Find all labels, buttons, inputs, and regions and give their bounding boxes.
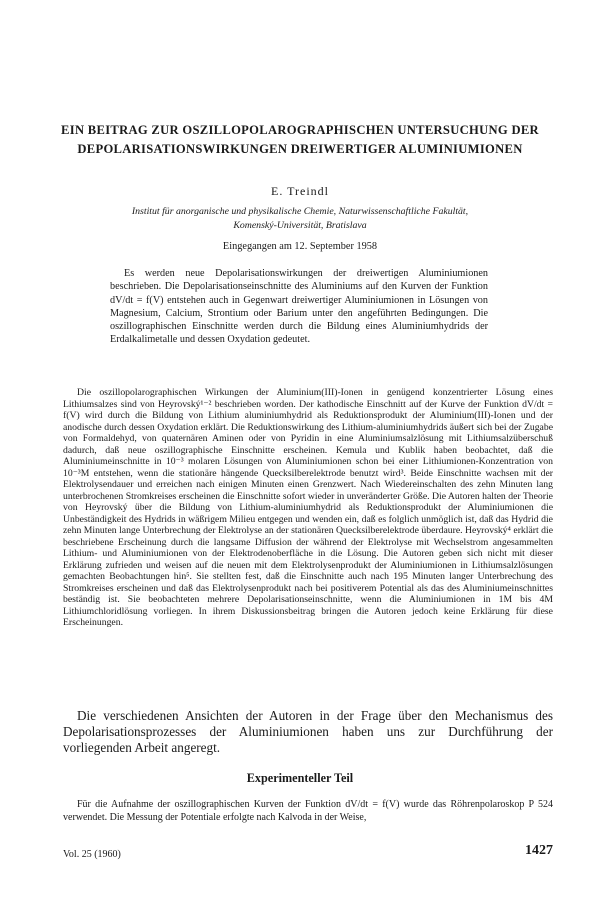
body-paragraph-3-text: Für die Aufnahme der oszillographischen Kurven der Funktion dV/dt = f(V) wurde das Röhrenpolaroskop P 524 verwendet. Die Messung der Potentiale erfolgte nach Kalvoda in der Weise,	[63, 799, 553, 823]
body-paragraph-3	[63, 798, 553, 824]
footer-volume: Vol. 25 (1960)	[63, 849, 121, 860]
body-paragraph-1-text: Die oszillopolarographischen Wirkungen der Aluminium(III)-Ionen in genügend konzentrierter Lösung eines Lithiumsalzes sind von Heyrovský¹⁻² beschrieben worden. Der kathodische Einschnitt auf der Kurve der Funktion dV/dt = f(V) wird durch die Bildung von Lithium aluminiumhydrid als Reduktionsprodukt der Aluminium(III)-Ionen und der anodische durch dessen Oxydation erklärt. Die Reduktionswirkung des Lithium-aluminiumhydrids äußert sich bei der Zugabe von Formaldehyd, von quaternären Aminen oder von Pyridin in eine Aluminiumsalzlösung mit Lithiumsalzüberschuß dadurch, daß neue oszillographische Einschnitte erscheinen. Kemula und Kublik haben beobachtet, daß die Aluminiumeinschnitte in 10⁻³ molaren Lösungen von Aluminiumionen schon bei einer Lithiumionen-Konzentration von 10⁻³M entstehen, wenn die stationäre hängende Quecksilberelektrode benutzt wird³. Beide Einschnitte wachsen mit der Elektrolysendauer und erreichen nach einigen Minuten einen Grenzwert. Nach Wiedereinschalten des zehn Minuten lang unterbrochenen Stromkreises erscheinen die Einschnitte sofort wieder in unveränderter Größe. Die Autoren halten der Theorie von Heyrovský über die Bildung von Lithium-aluminiumhydrid als Reduktionsprodukt der Aluminiumionen die Unbeständigkeit des Hydrids in wäßrigem Milieu entgegen und wenden ein, daß es folglich unmöglich ist, daß das Hydrid die zehn Minuten lange Unterbrechung der Elektrolyse an der stationären Quecksilberelektrode überdaure. Heyrovský⁴ erklärt die beschriebene Erscheinung durch die langsame Diffusion der während der Elektrolyse mit Wechselstrom angesammelten Lithium- und Aluminiumionen von der Elektrodenoberfläche in die Lösung. Die Autoren geben sich nicht mit dieser Erklärung zufrieden und weisen auf die neuen mit dem Elektrolysenprodukt der Aluminiumionen in Lithiumsalzlösungen gemachten Beobachtungen hin⁵. Sie stellten fest, daß die Einschnitte auch nach 195 Minuten langer Unterbrechung des Stromkreises erscheinen und daß das Elektrolysenprodukt nach bei positiverem Potential als das des Aluminiumeinschnittes beständig ist. Sie beobachteten mehrere Depolarisationseinschnitte, wenn die Aluminiumionen in 1M bis 4M Lithiumchloridlösung vorliegen. In ihrem Diskussionsbeitrag bringen die Autoren jedoch keine Erklärung für diese Erscheinungen.	[63, 387, 553, 628]
body-paragraph-1	[63, 387, 553, 629]
author-affiliation	[60, 205, 540, 233]
section-heading: Experimenteller Teil	[246, 771, 354, 785]
author-name: E. Treindl	[270, 184, 329, 198]
article-title: EIN BEITRAG ZUR OSZILLOPOLAROGRAPHISCHEN UNTERSUCHUNG DER DEPOLARISATIONSWIRKUNGEN DREIWERTIGER ALUMINIUMIONEN	[61, 123, 539, 156]
abstract-text: Es werden neue Depolarisationswirkungen der dreiwertigen Aluminiumionen beschrieben. Die Depolarisationseinschnitte des Aluminiums auf den Kurven der Funktion dV/dt = f(V) entstehen auch in Gegenwart dreiwertiger Aluminiumionen in Lösungen von Magnesium, Calcium, Strontium oder Barium unter den angeführten Bedingungen. Die oszillographischen Einschnitte werden durch die Bildung eines Aluminiumhydrids der Erdalkalimetalle und dessen Oxydation gedeutet.	[110, 268, 488, 346]
footer-page-number: 1427	[525, 843, 553, 858]
received-date: Eingegangen am 12. September 1958	[222, 241, 378, 252]
abstract	[110, 267, 488, 347]
body-paragraph-2-text: Die verschiedenen Ansichten der Autoren in der Frage über den Mechanismus des Depolarisationsprozesses der Aluminiumionen haben uns zur Durchführung der vorliegenden Arbeit angeregt.	[63, 708, 553, 755]
body-paragraph-2	[63, 708, 553, 756]
affiliation-line-1: Institut für anorganische und physikalische Chemie, Naturwissenschaftliche Fakultät,	[131, 206, 469, 217]
affiliation-line-2: Komenský-Universität, Bratislava	[233, 220, 367, 231]
